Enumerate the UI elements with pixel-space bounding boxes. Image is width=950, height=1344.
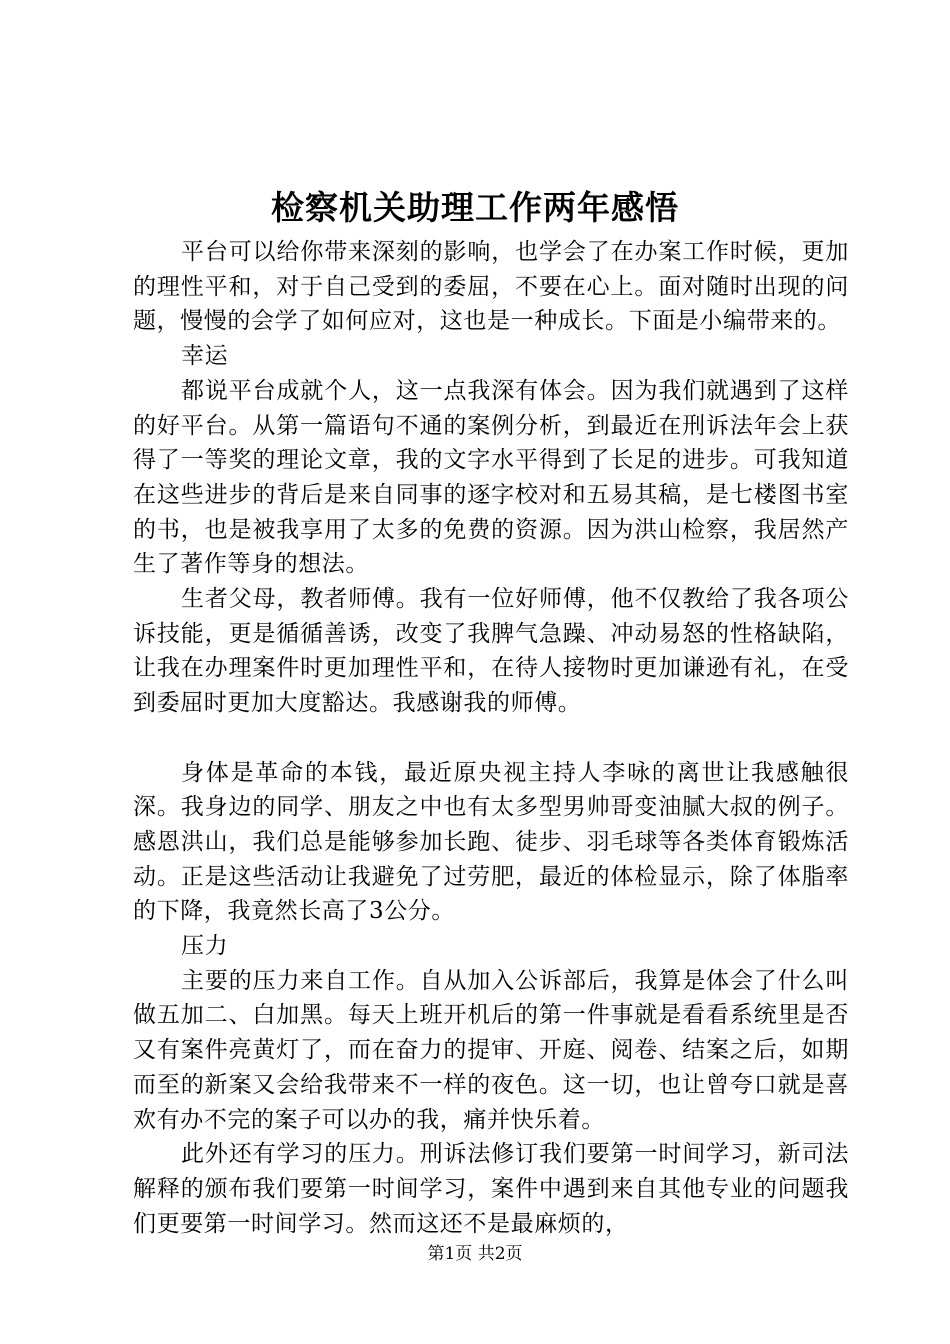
section-heading-luck: 幸运 bbox=[181, 343, 229, 370]
paragraph-platform: 都说平台成就个人，这一点我深有体会。因为我们就遇到了这样的好平台。从第一篇语句不通的案例分析，到最近在刑诉法年会上获得了一等奖的理论文章，我的文字水平得到了长足的进步。可我知道在这些进步的背后是来自同事的逐字校对和五易其稿，是七楼图书室的书，也是被我享用了太多的免费的资源。因为洪山检察，我居然产生了著作等身的想法。 bbox=[133, 377, 849, 578]
paragraph-health: 身体是革命的本钱，最近原央视主持人李咏的离世让我感触很深。我身边的同学、朋友之中也有太多型男帅哥变油腻大叔的例子。感恩洪山，我们总是能够参加长跑、徒步、羽毛球等各类体育锻炼活动。正是这些活动让我避免了过劳肥，最近的体检显示，除了体脂率的下降，我竟然长高了3公分。 bbox=[133, 759, 849, 925]
page-number-footer: 第1页 共2页 bbox=[427, 1244, 523, 1264]
document-title: 检察机关助理工作两年感悟 bbox=[271, 188, 679, 227]
paragraph-work-pressure: 主要的压力来自工作。自从加入公诉部后，我算是体会了什么叫做五加二、白加黑。每天上班开机后的第一件事就是看看系统里是否又有案件亮黄灯了，而在奋力的提审、开庭、阅卷、结案之后，如期而至的新案又会给我带来不一样的夜色。这一切，也让曾夸口就是喜欢有办不完的案子可以办的我，痛并快乐着。 bbox=[133, 967, 849, 1133]
paragraph-spacer bbox=[133, 721, 849, 756]
document-body bbox=[133, 235, 849, 1241]
paragraph-intro: 平台可以给你带来深刻的影响，也学会了在办案工作时候，更加的理性平和，对于自己受到的委屈，不要在心上。面对随时出现的问题，慢慢的会学了如何应对，这也是一种成长。下面是小编带来的。 bbox=[133, 239, 849, 335]
paragraph-study-pressure: 此外还有学习的压力。刑诉法修订我们要第一时间学习，新司法解释的颁布我们要第一时间学习，案件中遇到来自其他专业的问题我们更要第一时间学习。然而这还不是最麻烦的， bbox=[133, 1141, 849, 1237]
section-heading-pressure: 压力 bbox=[181, 933, 229, 960]
paragraph-mentor: 生者父母，教者师傅。我有一位好师傅，他不仅教给了我各项公诉技能，更是循循善诱，改变了我脾气急躁、冲动易怒的性格缺陷，让我在办理案件时更加理性平和，在待人接物时更加谦逊有礼，在受到委屈时更加大度豁达。我感谢我的师傅。 bbox=[133, 586, 849, 717]
